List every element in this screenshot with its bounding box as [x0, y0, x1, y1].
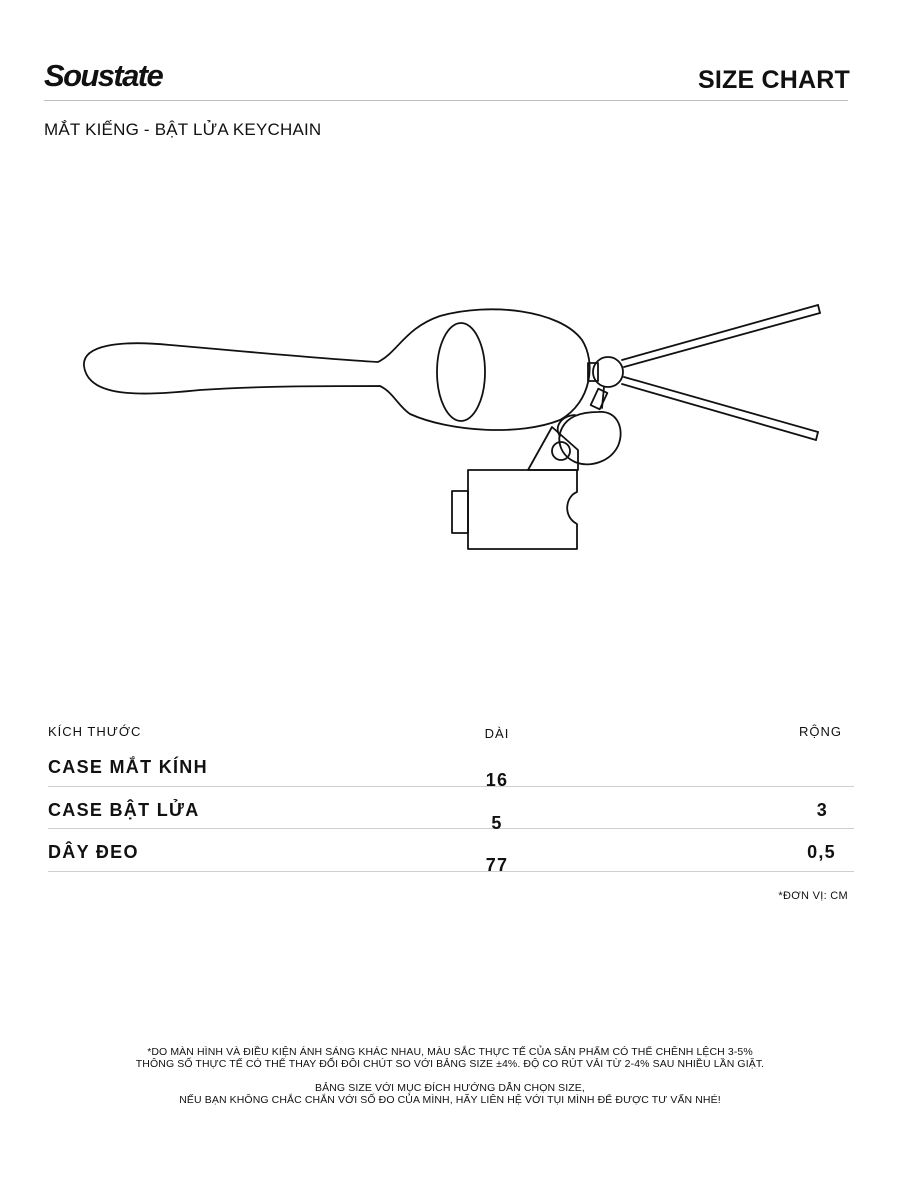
- strap-end-bottom: [816, 432, 818, 440]
- strap-lower-b: [622, 384, 816, 440]
- row-length-value: 5: [491, 812, 503, 833]
- row-length-value: 16: [485, 770, 509, 790]
- glasses-case-icon: [84, 309, 590, 430]
- unit-note: *ĐƠN VỊ: CM: [778, 890, 848, 902]
- lighter-hole: [552, 442, 570, 460]
- header-size: KÍCH THƯỚC: [48, 724, 142, 739]
- table-row: [48, 744, 854, 790]
- header-divider: [44, 100, 848, 101]
- product-name: MẮT KIẾNG - BẬT LỬA KEYCHAIN: [44, 120, 322, 139]
- lighter-case-icon: [468, 470, 577, 549]
- strap-upper-b: [624, 313, 820, 367]
- clasp-connector: [591, 389, 608, 410]
- disclaimer-line: *DO MÀN HÌNH VÀ ĐIỀU KIỆN ÁNH SÁNG KHÁC NHAU, MÀU SẮC THỰC TẾ CỦA SẢN PHẨM CÓ THỂ CHÊNH LỆCH 3-5%: [147, 1046, 753, 1058]
- table-row: [48, 787, 854, 833]
- size-table: [48, 722, 854, 875]
- disclaimer-line: BẢNG SIZE VỚI MỤC ĐÍCH HƯỚNG DẪN CHỌN SIZE,: [315, 1082, 585, 1094]
- lighter-side-button: [452, 491, 468, 533]
- row-length-value: 77: [485, 855, 509, 875]
- row-name: CASE BẬT LỬA: [48, 799, 200, 820]
- case-window: [437, 323, 485, 421]
- row-name: DÂY ĐEO: [48, 842, 139, 862]
- row-name: CASE MẮT KÍNH: [48, 757, 208, 777]
- disclaimer-line: NẾU BẠN KHÔNG CHẮC CHẮN VỚI SỐ ĐO CỦA MÌNH, HÃY LIÊN HỆ VỚI TỤI MÌNH ĐỂ ĐƯỢC TƯ VẤN NHÉ!: [179, 1094, 721, 1106]
- table-header: [48, 722, 854, 744]
- brand-logo: Soustate: [44, 58, 163, 93]
- row-width: 0,5: [807, 842, 836, 862]
- page-title: SIZE CHART: [698, 66, 850, 94]
- strap-upper-a: [622, 305, 818, 360]
- disclaimer-block-2: [0, 1082, 900, 1106]
- strap-end-top: [818, 305, 820, 313]
- disclaimer-line: THÔNG SỐ THỰC TẾ CÓ THỂ THAY ĐỔI ĐÔI CHÚT SO VỚI BẢNG SIZE ±4%. ĐỘ CO RÚT VẢI TỪ 2-4% SAU NHIỀU LẦN GIẶT.: [135, 1058, 765, 1070]
- header-length-label: DÀI: [484, 726, 510, 741]
- strap-lower-a: [624, 377, 818, 432]
- product-illustration: [60, 290, 840, 570]
- disclaimer-block-1: [0, 1046, 900, 1070]
- header-width: RỘNG: [799, 724, 842, 739]
- table-row: [48, 829, 854, 875]
- row-width: 3: [816, 799, 828, 820]
